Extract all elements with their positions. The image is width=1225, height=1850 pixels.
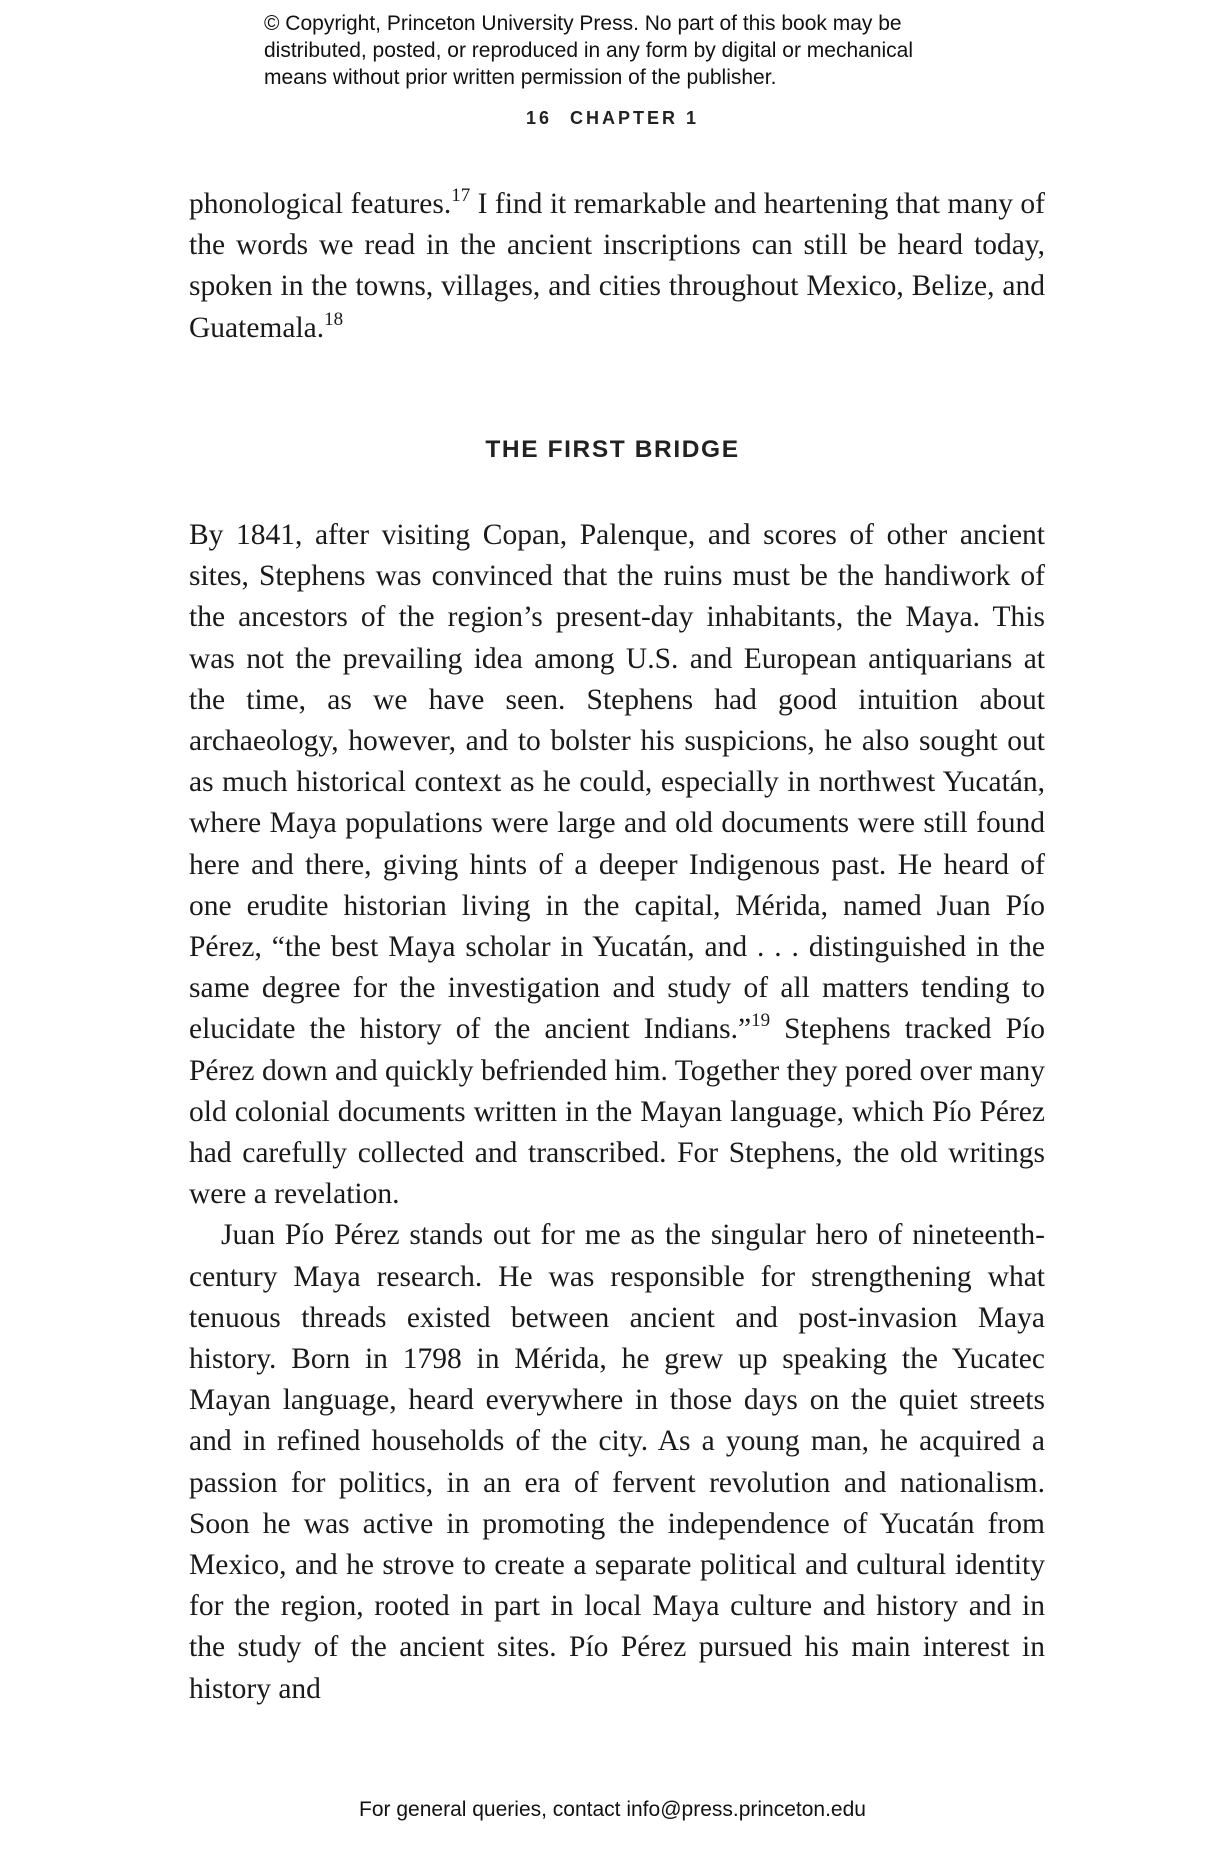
intro-paragraph <box>189 184 1045 349</box>
copyright-line-3: means without prior written permission of the publisher. <box>264 66 777 89</box>
running-head <box>0 108 1225 129</box>
chapter-label: CHAPTER 1 <box>570 108 700 128</box>
footnote-ref-18: 18 <box>324 308 344 330</box>
intro-text-1: phonological features. <box>189 188 452 220</box>
section-heading: THE FIRST BRIDGE <box>485 436 740 463</box>
intro-block <box>189 184 1045 349</box>
page-number: 16 <box>525 108 552 128</box>
intro-text-2: I find it remarkable and heartening that many of the words we read in the ancient inscriptions can still be heard today, spoken in the towns, villages, and cities throughout Mexico, Belize, and Guatemala. <box>189 188 1045 344</box>
paragraph-1 <box>189 515 1045 1215</box>
paragraph-2: Juan Pío Pérez stands out for me as the singular hero of nineteenth-century Maya research. He was responsible for strengthening what tenuous threads existed between ancient and post-invasion Maya history. Born in 1798 in Mérida, he grew up speaking the Yucatec Mayan language, heard everywhere in those days on the quiet streets and in refined households of the city. As a young man, he acquired a passion for politics, in an era of fervent revolution and nationalism. Soon he was active in promoting the independence of Yucatán from Mexico, and he strove to create a separate political and cultural identity for the region, rooted in part in local Maya culture and history and in the study of the ancient sites. Pío Pérez pursued his main interest in history and <box>189 1219 1045 1705</box>
paragraph-1-text-2: Stephens tracked Pío Pérez down and quickly befriended him. Together they pored over many old colonial documents written in the Mayan language, which Pío Pérez had carefully collected and transcribed. For Stephens, the old writings were a revelation. <box>189 1013 1045 1211</box>
footnote-ref-17: 17 <box>451 185 471 206</box>
copyright-line-2: distributed, posted, or reproduced in any form by digital or mechanical <box>264 39 914 62</box>
main-text <box>189 515 1045 1710</box>
copyright-line-1: © Copyright, Princeton University Press. No part of this book may be <box>264 12 902 35</box>
paragraph-1-text-1: By 1841, after visiting Copan, Palenque, and scores of other ancient sites, Stephens was convinced that the ruins must be the handiwork of the ancestors of the region’s present-day inhabitants, the Maya. This was not the prevailing idea among U.S. and European antiquarians at the time, as we have seen. Stephens had good intuition about archaeology, however, and to bolster his suspicions, he also sought out as much historical context as he could, especially in northwest Yucatán, where Maya populations were large and old documents were still found here and there, giving hints of a deeper Indigenous past. He heard of one erudite historian living in the capital, Mérida, named Juan Pío Pérez, “the best Maya scholar in Yucatán, and . . . distinguished in the same degree for the investigation and study of all matters tending to elucidate the history of the ancient Indians.” <box>189 519 1045 1046</box>
footnote-ref-19: 19 <box>751 1010 771 1032</box>
copyright-notice <box>264 10 1024 91</box>
footer-contact: For general queries, contact info@press.princeton.edu <box>359 1798 866 1821</box>
